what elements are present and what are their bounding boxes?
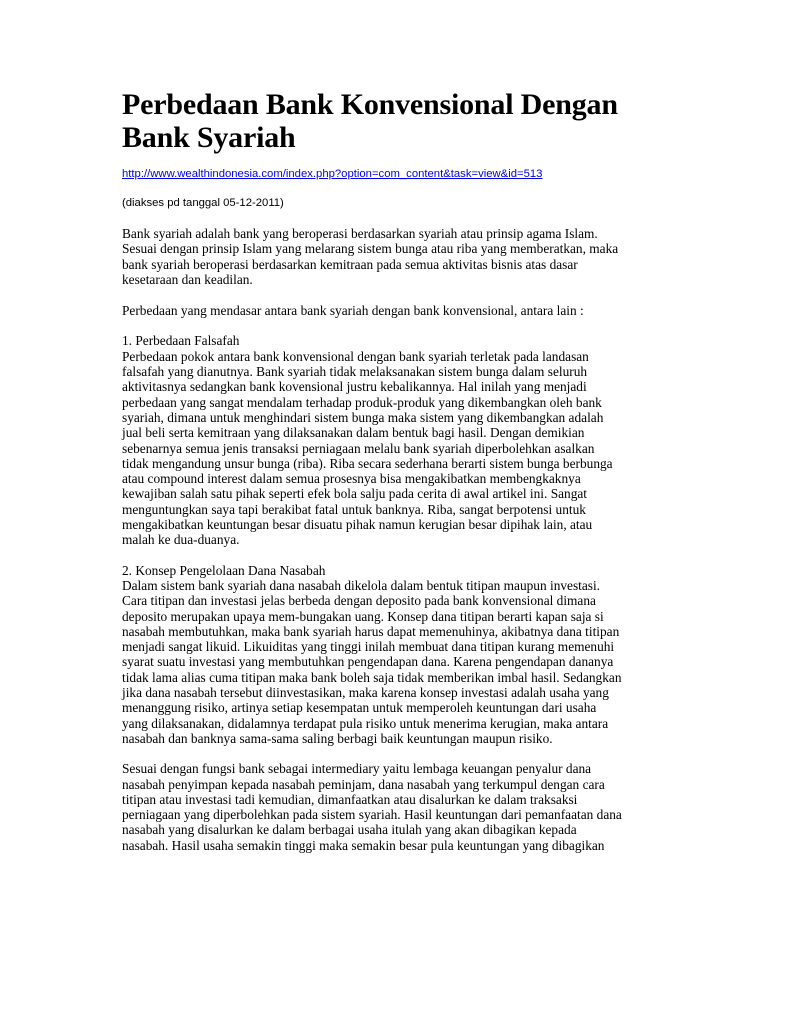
- text-line: menguntungkan saya tapi berakibat fatal untuk banknya. Riba, sangat berpotensi untuk: [122, 501, 586, 517]
- text-line: tidak mengandung unsur bunga (riba). Riba secara sederhana berarti sistem bunga berbunga: [122, 455, 613, 471]
- document-page: [122, 88, 670, 853]
- text-line: sebenarnya semua jenis transaksi perniagaan melalu bank syariah diperbolehkan asalkan: [122, 440, 595, 456]
- text-line: atau compound interest dalam semua prosesnya bisa mengakibatkan membengkaknya: [122, 471, 581, 487]
- text-line: titipan atau investasi tadi kemudian, dimanfaatkan atau disalurkan ke dalam traksaksi: [122, 791, 578, 807]
- text-line: Sesuai dengan fungsi bank sebagai intermediary yaitu lembaga keuangan penyalur dana: [122, 761, 592, 777]
- text-line: bank syariah beroperasi berdasarkan kemitraan pada semua aktivitas bisnis atas dasar: [122, 256, 578, 272]
- text-line: Dalam sistem bank syariah dana nasabah dikelola dalam bentuk titipan maupun investasi.: [122, 577, 601, 593]
- text-line: malah ke dua-duanya.: [122, 532, 240, 548]
- source-link[interactable]: http://www.wealthindonesia.com/index.php?option=com_content&task=view&id=513: [122, 168, 543, 180]
- text-line: menjadi sangat likuid. Likuiditas yang tinggi inilah membuat dana titipan kurang memenuhi: [122, 639, 615, 655]
- text-line: mengakibatkan keuntungan besar disuatu pihak namun kerugian besar dipihak lain, atau: [122, 517, 593, 533]
- text-line: nasabah membutuhkan, maka bank syariah harus dapat memenuhinya, akibatnya dana titipan: [122, 623, 620, 639]
- text-line: nasabah penyimpan kepada nasabah peminjam, dana nasabah yang terkumpul dengan cara: [122, 776, 605, 792]
- text-line: nasabah. Hasil usaha semakin tinggi maka semakin besar pula keuntungan yang dibagikan: [122, 837, 605, 853]
- text-line: Perbedaan yang mendasar antara bank syariah dengan bank konvensional, antara lain :: [122, 303, 584, 319]
- text-line: jika dana nasabah tersebut diinvestasikan, maka karena konsep investasi adalah usaha yang: [122, 685, 609, 701]
- paragraph-pengelolaan-dana: [122, 563, 670, 747]
- text-line: syarat suatu investasi yang membutuhkan pengendapan dana. Karena pengendapan dananya: [122, 654, 614, 670]
- text-line: kesetaraan dan keadilan.: [122, 271, 253, 287]
- paragraph-falsafah: [122, 333, 670, 547]
- text-line: nasabah dan banknya sama-sama saling berbagi baik keuntungan maupun risiko.: [122, 730, 553, 746]
- text-line: aktivitasnya sedangkan bank kovensional justru kebalikannya. Hal inilah yang menjadi: [122, 379, 587, 395]
- paragraph-intermediary: [122, 761, 670, 853]
- text-line: syariah, dimana untuk menghindari sistem bunga maka sistem yang dikembangkan adalah: [122, 409, 604, 425]
- text-line: yang dilaksanakan, didalamnya terdapat pula risiko untuk menerima kerugian, maka antara: [122, 715, 609, 731]
- text-line: Bank syariah adalah bank yang beroperasi berdasarkan syariah atau prinsip agama Islam.: [122, 226, 598, 241]
- section-heading: 2. Konsep Pengelolaan Dana Nasabah: [122, 562, 326, 578]
- text-line: Perbedaan pokok antara bank konvensional dengan bank syariah terletak pada landasan: [122, 348, 589, 364]
- text-line: Cara titipan dan investasi jelas berbeda dengan deposito pada bank konvensional dimana: [122, 593, 596, 609]
- title-line: Perbedaan Bank Konvensional Dengan: [122, 88, 618, 121]
- text-line: nasabah yang disalurkan ke dalam berbagai usaha itulah yang akan dibagikan kepada: [122, 822, 577, 838]
- text-line: perbedaan yang sangat mendalam terhadap produk-produk yang dikembangkan oleh bank: [122, 394, 602, 410]
- access-date-note: (diakses pd tanggal 05-12-2011): [122, 197, 284, 209]
- paragraph-intro: [122, 226, 670, 287]
- section-heading: 1. Perbedaan Falsafah: [122, 333, 240, 349]
- text-line: menanggung risiko, artinya setiap kesempatan untuk memperoleh keuntungan dari usaha: [122, 700, 597, 716]
- paragraph-differences-intro: [122, 303, 670, 318]
- text-line: deposito merupakan upaya mem-bungakan uang. Konsep dana titipan berarti kapan saja si: [122, 608, 604, 624]
- title-line: Bank Syariah: [122, 121, 296, 154]
- text-line: kewajiban salah satu pihak seperti efek bola salju pada cerita di awal artikel ini. Sangat: [122, 486, 588, 502]
- text-line: Sesuai dengan prinsip Islam yang melarang sistem bunga atau riba yang memberatkan, maka: [122, 241, 619, 257]
- text-line: tidak lama alias cuma titipan maka bank boleh saja tidak memberikan imbal hasil. Sedangkan: [122, 669, 622, 685]
- text-line: perniagaan yang diperbolehkan pada sistem syariah. Hasil keuntungan dari pemanfaatan dana: [122, 807, 622, 823]
- text-line: jual beli serta kemitraan yang dilaksanakan dalam bentuk bagi hasil. Dengan demikian: [122, 425, 585, 441]
- document-title: [122, 88, 670, 154]
- text-line: falsafah yang dianutnya. Bank syariah tidak melaksanakan sistem bunga dalam seluruh: [122, 364, 588, 380]
